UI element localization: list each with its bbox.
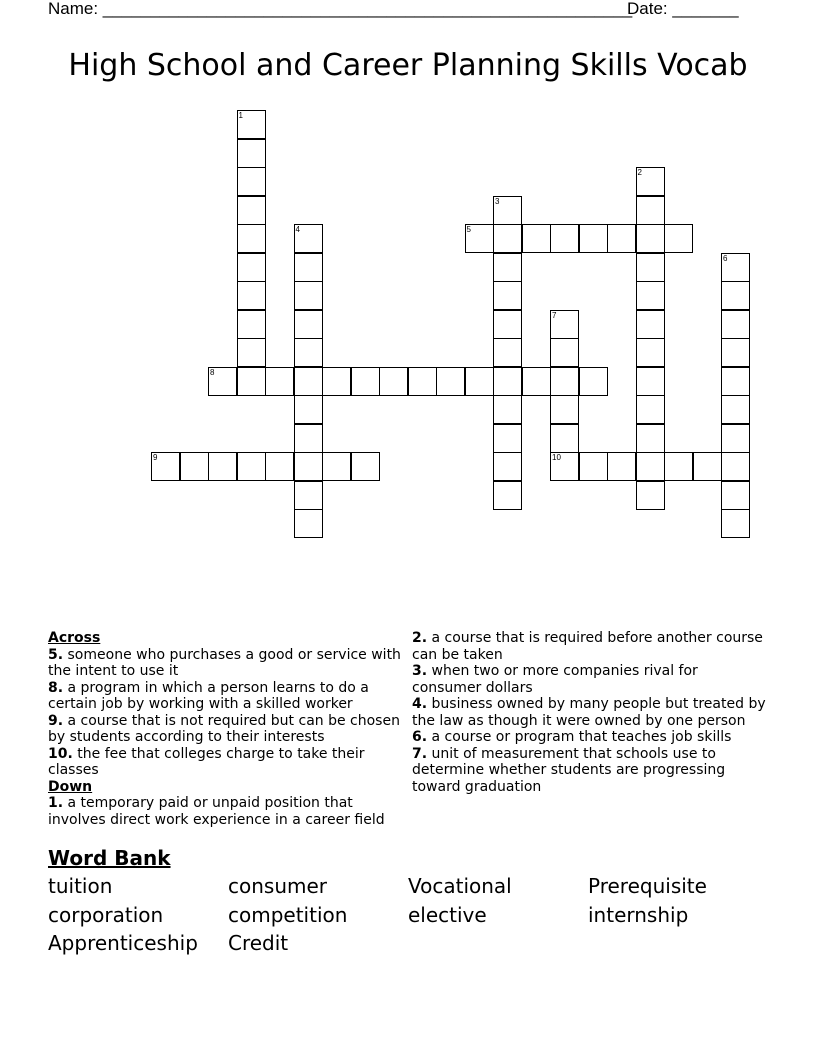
clue-number: 10. <box>48 745 73 762</box>
crossword-cell[interactable] <box>294 253 323 282</box>
word-bank-item: competition <box>228 902 348 927</box>
crossword-cell[interactable] <box>237 110 266 139</box>
crossword-cell[interactable] <box>294 424 323 453</box>
crossword-cell[interactable] <box>607 452 636 481</box>
clue-number: 9. <box>48 712 64 729</box>
clue-text: a temporary paid or unpaid position that involves direct work experience in a career field <box>48 795 385 828</box>
crossword-cell[interactable] <box>493 481 522 510</box>
clue-across-9 <box>48 713 404 746</box>
crossword-cell[interactable] <box>237 452 266 481</box>
cell-number: 6 <box>723 253 728 263</box>
cell-number: 2 <box>637 168 642 177</box>
crossword-cell[interactable] <box>237 253 266 282</box>
clue-number: 7. <box>412 745 428 762</box>
crossword-cell[interactable] <box>721 367 750 396</box>
word-bank-title: Word Bank <box>48 846 171 870</box>
clue-text: the fee that colleges charge to take their classes <box>48 745 365 778</box>
crossword-cell[interactable] <box>180 452 209 481</box>
date-field[interactable]: Date: _______ <box>627 0 739 18</box>
crossword-cell[interactable] <box>294 367 323 396</box>
crossword-cell[interactable] <box>721 310 750 339</box>
crossword-cell[interactable] <box>550 424 579 453</box>
crossword-cell[interactable] <box>550 338 579 367</box>
word-bank-item: Prerequisite <box>588 874 707 898</box>
clue-text: unit of measurement that schools use to determine whether students are progressing toward graduation <box>412 745 726 795</box>
clue-across-8 <box>48 680 404 713</box>
crossword-cell[interactable] <box>721 452 750 481</box>
clue-text: someone who purchases a good or service with the intent to use it <box>48 646 401 679</box>
clue-text: when two or more companies rival for consumer dollars <box>412 663 698 696</box>
crossword-cell[interactable] <box>351 452 380 481</box>
word-bank-item: Credit <box>228 931 289 955</box>
crossword-cell[interactable] <box>493 338 522 367</box>
clue-across-5 <box>48 647 404 680</box>
crossword-cell[interactable] <box>237 196 266 225</box>
clue-down-6 <box>412 729 768 746</box>
crossword-cell[interactable] <box>493 281 522 310</box>
crossword-cell[interactable] <box>493 395 522 424</box>
crossword-cell[interactable] <box>636 253 665 282</box>
crossword-cell[interactable] <box>237 338 266 367</box>
clue-number: 3. <box>412 663 428 679</box>
clue-text: a program in which a person learns to do a certain job by working with a skilled worker <box>48 679 369 712</box>
crossword-cell[interactable] <box>237 310 266 339</box>
cell-number: 4 <box>295 225 300 234</box>
crossword-cell[interactable] <box>294 452 323 481</box>
clues-right-column <box>412 630 768 795</box>
crossword-cell[interactable] <box>664 452 693 481</box>
crossword-cell[interactable] <box>351 367 380 396</box>
crossword-cell[interactable] <box>493 196 522 225</box>
clue-text: a course or program that teaches job skills <box>431 729 732 745</box>
cell-number: 5 <box>466 225 471 234</box>
crossword-cell[interactable] <box>294 338 323 367</box>
clue-down-3 <box>412 663 768 696</box>
crossword-cell[interactable] <box>721 424 750 453</box>
crossword-cell[interactable] <box>579 367 608 396</box>
down-heading: Down <box>48 778 93 795</box>
cell-number: 3 <box>495 196 500 206</box>
crossword-cell[interactable] <box>721 281 750 310</box>
crossword-cell[interactable] <box>721 253 750 282</box>
crossword-cell[interactable] <box>636 281 665 310</box>
crossword-cell[interactable] <box>522 224 551 253</box>
crossword-cell[interactable] <box>550 310 579 339</box>
crossword-cell[interactable] <box>721 481 750 510</box>
crossword-cell[interactable] <box>208 452 237 481</box>
clue-number: 6. <box>412 729 428 745</box>
crossword-cell[interactable] <box>237 224 266 253</box>
across-heading: Across <box>48 630 101 646</box>
crossword-cell[interactable] <box>408 367 437 396</box>
crossword-cell[interactable] <box>579 224 608 253</box>
crossword-cell[interactable] <box>636 367 665 396</box>
crossword-cell[interactable] <box>693 452 722 481</box>
word-bank-item: consumer <box>228 874 328 898</box>
crossword-cell[interactable] <box>436 367 465 396</box>
crossword-cell[interactable] <box>550 224 579 253</box>
crossword-cell[interactable] <box>579 452 608 481</box>
word-bank-item: internship <box>588 902 689 927</box>
cell-number: 1 <box>238 111 243 120</box>
crossword-cell[interactable] <box>636 338 665 367</box>
crossword-cell[interactable] <box>550 452 579 481</box>
cell-number: 9 <box>153 453 158 462</box>
cell-number: 10 <box>552 453 561 462</box>
clue-down-7 <box>412 746 768 796</box>
crossword-cell[interactable] <box>379 367 408 396</box>
clue-down-1 <box>48 795 404 828</box>
clue-number: 2. <box>412 630 428 646</box>
crossword-cell[interactable] <box>721 395 750 424</box>
crossword-cell[interactable] <box>636 395 665 424</box>
cell-number: 7 <box>552 310 557 320</box>
name-field[interactable]: Name: ________________________________________________________ <box>48 0 633 18</box>
crossword-cell[interactable] <box>265 452 294 481</box>
word-bank <box>48 872 768 958</box>
page-title: High School and Career Planning Skills Vocab <box>68 48 748 83</box>
crossword-cell[interactable] <box>664 224 693 253</box>
crossword-cell[interactable] <box>237 367 266 396</box>
clue-number: 1. <box>48 795 64 811</box>
clue-text: a course that is required before another course can be taken <box>412 630 763 663</box>
clue-across-10 <box>48 746 404 779</box>
crossword-cell[interactable] <box>265 367 294 396</box>
crossword-cell[interactable] <box>237 281 266 310</box>
crossword-cell[interactable] <box>636 452 665 481</box>
crossword-cell[interactable] <box>465 367 494 396</box>
crossword-cell[interactable] <box>151 452 180 481</box>
crossword-cell[interactable] <box>607 224 636 253</box>
crossword-cell[interactable] <box>322 367 351 396</box>
clue-number: 5. <box>48 646 64 663</box>
clue-number: 4. <box>412 696 428 712</box>
crossword-cell[interactable] <box>721 338 750 367</box>
crossword-cell[interactable] <box>465 224 494 253</box>
crossword-cell[interactable] <box>636 196 665 225</box>
crossword-cell[interactable] <box>322 452 351 481</box>
crossword-cell[interactable] <box>294 281 323 310</box>
crossword-cell[interactable] <box>721 509 750 538</box>
crossword-cell[interactable] <box>294 224 323 253</box>
word-bank-item: tuition <box>48 874 113 898</box>
crossword-cell[interactable] <box>294 481 323 510</box>
crossword-cell[interactable] <box>493 452 522 481</box>
crossword-cell[interactable] <box>294 395 323 424</box>
clue-text: business owned by many people but treated by the law as though it were owned by one person <box>412 696 766 729</box>
crossword-cell[interactable] <box>493 424 522 453</box>
clue-down-2 <box>412 630 768 663</box>
crossword-cell[interactable] <box>522 367 551 396</box>
crossword-cell[interactable] <box>237 139 266 168</box>
clue-text: a course that is not required but can be chosen by students according to their interests <box>48 712 400 745</box>
crossword-cell[interactable] <box>636 224 665 253</box>
crossword-cell[interactable] <box>237 167 266 196</box>
crossword-cell[interactable] <box>294 310 323 339</box>
word-bank-item: elective <box>408 902 487 927</box>
crossword-cell[interactable] <box>294 509 323 538</box>
word-bank-item: Apprenticeship <box>48 931 198 955</box>
crossword-cell[interactable] <box>493 253 522 282</box>
crossword-cell[interactable] <box>493 310 522 339</box>
crossword-cell[interactable] <box>493 367 522 396</box>
clues-left-column <box>48 630 404 828</box>
crossword-cell[interactable] <box>550 367 579 396</box>
crossword-cell[interactable] <box>550 395 579 424</box>
crossword-cell[interactable] <box>636 167 665 196</box>
crossword-cell[interactable] <box>636 481 665 510</box>
crossword-cell[interactable] <box>493 224 522 253</box>
clue-number: 8. <box>48 679 64 696</box>
word-bank-item: corporation <box>48 902 164 927</box>
crossword-cell[interactable] <box>636 310 665 339</box>
clue-down-4 <box>412 696 768 729</box>
cell-number: 8 <box>210 367 215 377</box>
crossword-cell[interactable] <box>208 367 237 396</box>
crossword-cell[interactable] <box>636 424 665 453</box>
word-bank-item: Vocational <box>408 874 512 898</box>
